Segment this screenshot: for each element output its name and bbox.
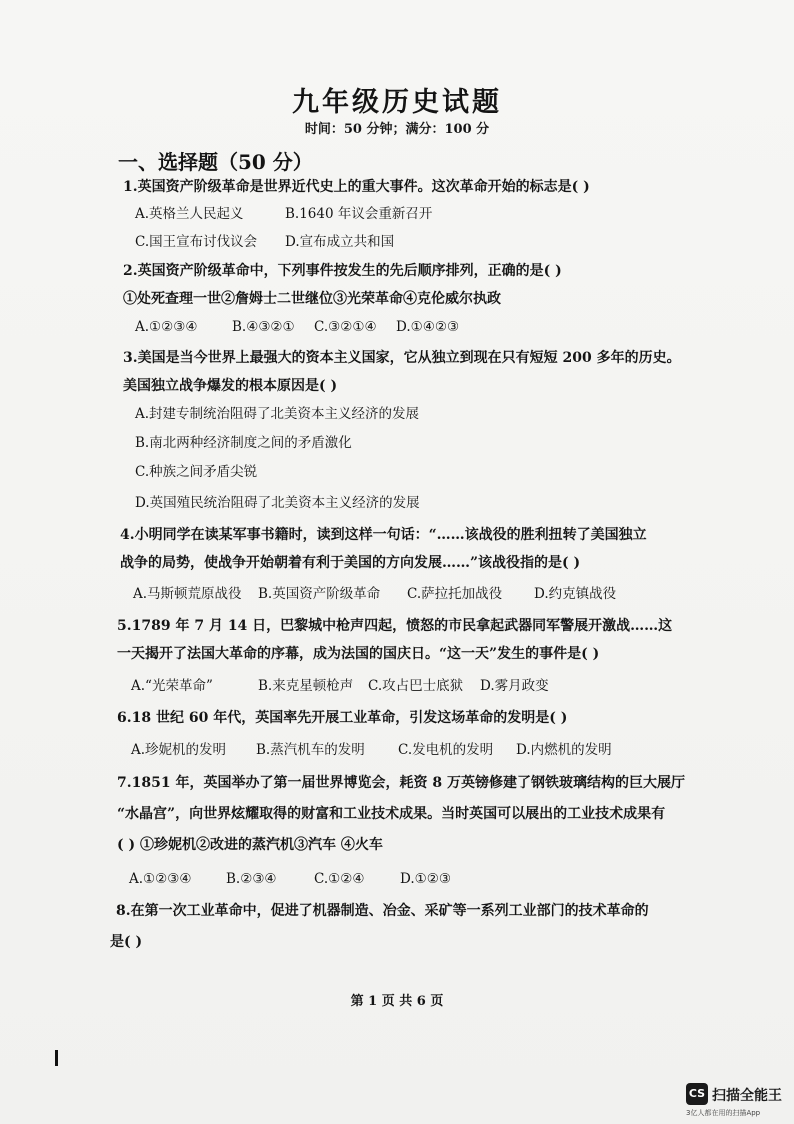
q5-option-d: D.雾月政变: [480, 678, 549, 694]
q1-option-d: D.宣布成立共和国: [285, 234, 395, 250]
q4-option-a: A.马斯顿荒原战役: [133, 586, 242, 602]
q7-option-c: C.①②④: [314, 871, 365, 887]
section-heading: 一、选择题（50 分）: [118, 150, 313, 174]
q5-option-b: B.来克星顿枪声: [258, 678, 354, 694]
page-title: 九年级历史试题: [292, 87, 502, 118]
question-5-stem: 5.1789 年 7 月 14 日，巴黎城中枪声四起，愤怒的市民拿起武器同军警展开激战……这: [117, 618, 673, 634]
question-4-stem-line2: 战争的局势，使战争开始朝着有利于美国的方向发展……”该战役指的是( ): [120, 555, 581, 571]
page-number: 第 1 页 共 6 页: [350, 994, 444, 1009]
camscanner-logo-icon: CS: [686, 1083, 708, 1105]
question-7-stem-line3: ( ) ①珍妮机②改进的蒸汽机③汽车 ④火车: [117, 837, 383, 853]
q3-option-d: D.英国殖民统治阻碍了北美资本主义经济的发展: [135, 495, 420, 511]
question-3-stem-line2: 美国独立战争爆发的根本原因是( ): [123, 378, 338, 394]
q1-option-a: A.英格兰人民起义: [135, 206, 244, 222]
scanner-watermark: [686, 1083, 786, 1117]
q1-option-c: C.国王宣布讨伐议会: [135, 234, 258, 250]
q6-option-d: D.内燃机的发明: [516, 742, 612, 758]
question-7-stem: 7.1851 年，英国举办了第一届世界博览会，耗资 8 万英镑修建了钢铁玻璃结构的巨大展厅: [117, 775, 685, 791]
question-8-stem-line2: 是( ): [110, 934, 143, 950]
question-2-stem: 2.英国资产阶级革命中，下列事件按发生的先后顺序排列，正确的是( ): [123, 263, 562, 279]
question-1-stem: 1.英国资产阶级革命是世界近代史上的重大事件。这次革命开始的标志是( ): [123, 179, 590, 195]
q2-option-a: A.①②③④: [135, 319, 198, 335]
question-8-stem: 8.在第一次工业革命中，促进了机器制造、冶金、采矿等一系列工业部门的技术革命的: [116, 903, 649, 919]
watermark-name: 扫描全能王: [712, 1088, 782, 1104]
q4-option-c: C.萨拉托加战役: [407, 586, 503, 602]
q5-option-a: A.“光荣革命”: [131, 678, 213, 694]
q4-option-b: B.英国资产阶级革命: [258, 586, 381, 602]
q6-option-b: B.蒸汽机车的发明: [256, 742, 365, 758]
question-5-stem-line2: 一天揭开了法国大革命的序幕，成为法国的国庆日。“这一天”发生的事件是( ): [117, 646, 600, 662]
scan-mark: [55, 1050, 58, 1066]
question-3-stem: 3.美国是当今世界上最强大的资本主义国家，它从独立到现在只有短短 200 多年的历史。: [123, 350, 681, 366]
question-6-stem: 6.18 世纪 60 年代，英国率先开展工业革命，引发这场革命的发明是( ): [117, 710, 568, 726]
q2-option-d: D.①④②③: [396, 319, 460, 335]
q6-option-a: A.珍妮机的发明: [131, 742, 227, 758]
q6-option-c: C.发电机的发明: [398, 742, 494, 758]
q7-option-d: D.①②③: [400, 871, 451, 887]
watermark-tagline: 3亿人都在用的扫描App: [686, 1109, 761, 1117]
q7-option-b: B.②③④: [226, 871, 277, 887]
exam-info: 时间：50 分钟；满分：100 分: [304, 122, 490, 137]
q4-option-d: D.约克镇战役: [534, 586, 617, 602]
q3-option-a: A.封建专制统治阻碍了北美资本主义经济的发展: [135, 406, 420, 422]
question-4-stem: 4.小明同学在读某军事书籍时，读到这样一句话：“……该战役的胜利扭转了美国独立: [120, 527, 647, 543]
q5-option-c: C.攻占巴士底狱: [368, 678, 464, 694]
question-7-stem-line2: “水晶宫”，向世界炫耀取得的财富和工业技术成果。当时英国可以展出的工业技术成果有: [117, 806, 666, 822]
q3-option-b: B.南北两种经济制度之间的矛盾激化: [135, 435, 352, 451]
q2-option-b: B.④③②①: [232, 319, 295, 335]
q1-option-b: B.1640 年议会重新召开: [285, 206, 433, 222]
q7-option-a: A.①②③④: [129, 871, 192, 887]
question-2-stem-line2: ①处死查理一世②詹姆士二世继位③光荣革命④克伦威尔执政: [123, 291, 501, 307]
q2-option-c: C.③②①④: [314, 319, 377, 335]
q3-option-c: C.种族之间矛盾尖锐: [135, 464, 258, 480]
